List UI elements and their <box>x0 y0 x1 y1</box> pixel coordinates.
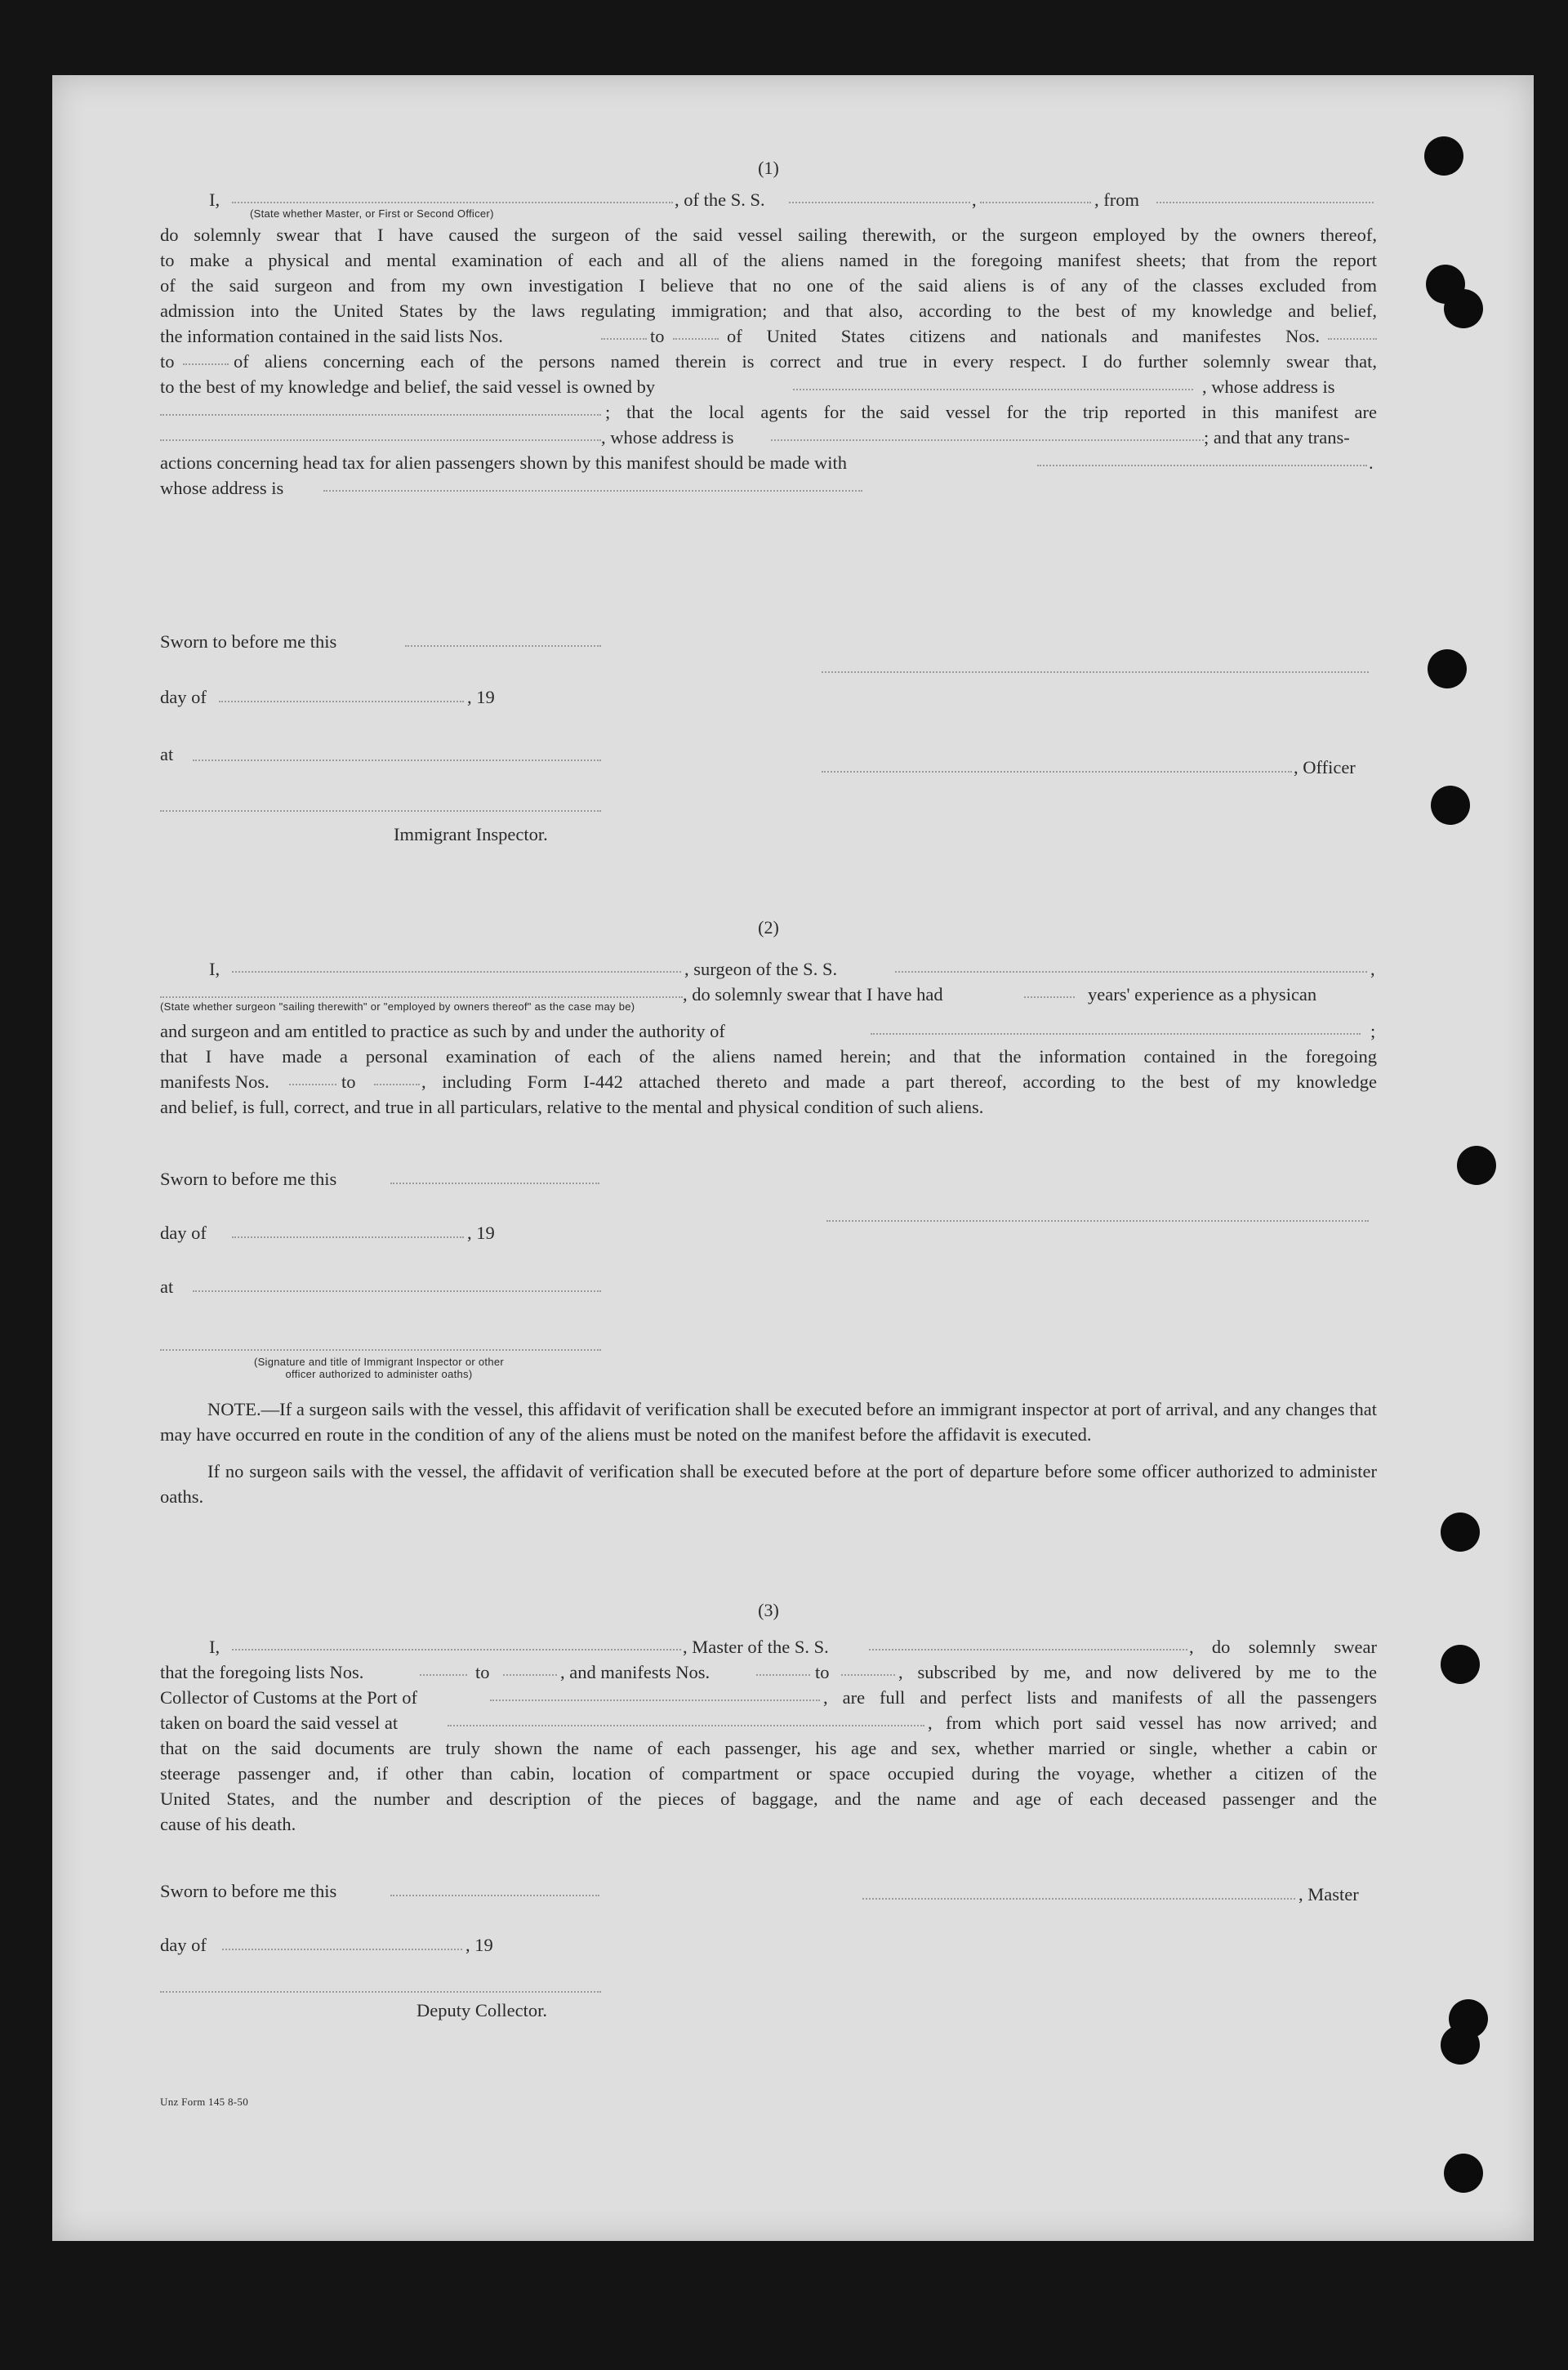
text: ; and that any trans- <box>1204 427 1350 448</box>
text: , do solemnly swear <box>1189 1637 1377 1657</box>
years-field[interactable] <box>1024 982 1075 998</box>
from-label: , from <box>1094 189 1139 210</box>
text: and surgeon and am entitled to practice as such by and under the authority of <box>160 1021 725 1041</box>
authority-line <box>160 1018 1377 1044</box>
month-field[interactable] <box>232 1222 464 1238</box>
of-the-ss-label: , of the S. S. <box>675 189 765 210</box>
text: of aliens concerning each of the persons named therein is correct and true in every respect. I do further solemnly swear that, <box>234 351 1377 372</box>
inspector-label: Immigrant Inspector. <box>394 824 548 844</box>
to-label: to <box>475 1662 490 1682</box>
officer-caption: (State whether Master, or First or Second Officer) <box>250 207 494 220</box>
caption-line: (Signature and title of Immigrant Inspector or other <box>253 1356 505 1368</box>
inspector-signature-line[interactable] <box>160 809 601 812</box>
section-2 <box>160 915 1377 1507</box>
text-line: steerage passenger and, if other than cabin, location of compartment or space occupied during the voyage, whether a citizen of the <box>160 1763 1377 1784</box>
sworn-day-field[interactable] <box>390 1880 599 1896</box>
surgeon-line <box>160 956 1377 982</box>
manifest-from-field[interactable] <box>289 1069 336 1085</box>
punch-hole <box>1441 2025 1480 2065</box>
master-line <box>160 187 1377 212</box>
text: , and manifests Nos. <box>560 1662 710 1682</box>
deputy-label: Deputy Collector. <box>416 2000 547 2020</box>
punch-hole <box>1428 649 1467 688</box>
head-tax-address-field[interactable] <box>323 475 862 492</box>
punch-hole <box>1431 786 1470 825</box>
head-tax-line <box>160 450 1377 475</box>
manifests-from-field[interactable] <box>1328 323 1377 340</box>
punch-hole <box>1424 136 1463 176</box>
note-block <box>160 1397 1377 1509</box>
text: , whose address is <box>601 427 734 448</box>
sworn-label: Sworn to before me this <box>160 1881 337 1901</box>
text: ; <box>1370 1021 1376 1041</box>
signature-caption <box>199 1356 559 1380</box>
surgeon-signature-line[interactable] <box>826 1218 1369 1222</box>
master-name-field[interactable] <box>232 1634 681 1651</box>
year-label: , 19 <box>467 1223 495 1243</box>
month-field[interactable] <box>219 686 464 702</box>
note-paragraph: NOTE.—If a surgeon sails with the vessel, this affidavit of verification shall be executed before an immigrant inspector at port of arrival, and any changes that may have occurred en route in the condition of any of the aliens must be noted on the manifest before the affidavit is executed. <box>160 1399 1377 1445</box>
text-line: of the said surgeon and from my own investigation I believe that no one of the said aliens is of any of the classes excluded from <box>160 275 1377 296</box>
text: . <box>1369 452 1374 473</box>
i-label: I, <box>209 959 220 979</box>
text: , do solemnly swear that I have had <box>683 984 943 1005</box>
officer-name-field[interactable] <box>232 187 673 203</box>
sworn-day-field[interactable] <box>405 630 601 647</box>
punch-hole <box>1444 2154 1483 2193</box>
text: actions concerning head tax for alien passengers shown by this manifest should be made with <box>160 452 848 473</box>
text-line: United States, and the number and description of the pieces of baggage, and the name and age of each deceased passenger and the <box>160 1789 1377 1809</box>
place-field[interactable] <box>193 1276 601 1292</box>
swear-line <box>160 982 1377 1007</box>
master-label: , Master <box>1298 1884 1359 1904</box>
text: ; that the local agents for the said vessel for the trip reported in this manifest are <box>605 402 1377 422</box>
text: , Master of the S. S. <box>683 1637 829 1657</box>
section-number: (1) <box>758 158 779 178</box>
text: to the best of my knowledge and belief, the said vessel is owned by <box>160 376 656 397</box>
lists-line <box>160 1659 1377 1685</box>
punch-hole <box>1444 289 1483 328</box>
text-line: to make a physical and mental examination of each and all of the aliens named in the foregoing manifest sheets; that from the report <box>160 250 1377 270</box>
lists-from-field[interactable] <box>601 323 647 340</box>
port-field[interactable] <box>490 1685 820 1701</box>
text: , surgeon of the S. S. <box>684 959 838 979</box>
owner-field[interactable] <box>793 374 1193 390</box>
caption-line: officer authorized to administer oaths) <box>285 1368 473 1380</box>
lists-to-field[interactable] <box>503 1659 557 1676</box>
note-paragraph: If no surgeon sails with the vessel, the affidavit of verification shall be executed before at the port of departure before some officer authorized to administer oaths. <box>160 1461 1377 1507</box>
surgeon-caption: (State whether surgeon "sailing therewith" or "employed by owners thereof" as the case may be) <box>160 1000 635 1013</box>
agent-address-field[interactable] <box>771 425 1204 441</box>
officer-label: , Officer <box>1294 757 1356 777</box>
manifest-to-field[interactable] <box>374 1069 420 1085</box>
year-label: , 19 <box>466 1935 493 1955</box>
section-number: (3) <box>758 1600 779 1620</box>
owner-address-field[interactable] <box>160 399 601 416</box>
authority-field[interactable] <box>871 1018 1361 1035</box>
punch-hole <box>1441 1645 1480 1684</box>
text-line: cause of his death. <box>160 1814 296 1834</box>
day-of-label: day of <box>160 1223 207 1243</box>
form-number: Unz Form 145 8-50 <box>160 2096 249 2108</box>
section-1 <box>160 155 1377 844</box>
text: , subscribed by me, and now delivered by me to the <box>898 1662 1377 1682</box>
day-of-label: day of <box>160 1935 207 1955</box>
text-line: that I have made a personal examination of each of the aliens named herein; and that the information contained in the foregoing <box>160 1046 1377 1067</box>
text: Collector of Customs at the Port of <box>160 1687 417 1708</box>
surgeon-type-field[interactable] <box>160 982 683 998</box>
sworn-label: Sworn to before me this <box>160 631 337 652</box>
i-label: I, <box>209 1637 220 1657</box>
i-label: I, <box>209 189 220 210</box>
section-3 <box>160 1597 1377 2020</box>
inspector-signature-line[interactable] <box>160 1348 601 1351</box>
to-label: to <box>650 326 665 346</box>
year-label: , 19 <box>467 687 495 707</box>
text-line: admission into the United States by the laws regulating immigration; and that also, according to the best of my knowledge and belief, <box>160 301 1377 321</box>
manifests-to-field[interactable] <box>183 349 229 365</box>
agents-address-line <box>160 425 1377 450</box>
text: taken on board the said vessel at <box>160 1713 399 1733</box>
text: of United States citizens and nationals and manifestes Nos. <box>727 326 1320 346</box>
manifests-to-field[interactable] <box>841 1659 895 1676</box>
section-number: (2) <box>758 917 779 938</box>
surgeon-name-field[interactable] <box>232 956 681 973</box>
day-of-label: day of <box>160 687 207 707</box>
text: the information contained in the said lists Nos. <box>160 326 503 346</box>
comma: , <box>972 189 977 210</box>
lists-to-field[interactable] <box>673 323 719 340</box>
text-line: do solemnly swear that I have caused the surgeon of the said vessel sailing therewith, or the surgeon employed by the owners thereof, <box>160 225 1377 245</box>
to-label: to <box>160 351 175 372</box>
head-tax-agent-field[interactable] <box>1037 450 1367 466</box>
text-line: that on the said documents are truly shown the name of each passenger, his age and sex, whether married or single, whether a cabin or <box>160 1738 1377 1758</box>
comma: , <box>1370 959 1375 979</box>
master-line <box>160 1634 1377 1659</box>
vessel-name-field[interactable] <box>789 187 970 203</box>
manifests-line <box>160 1069 1377 1094</box>
agent-name-field[interactable] <box>160 425 601 441</box>
taken-line <box>160 1710 1377 1735</box>
officer-signature-line[interactable] <box>822 670 1369 673</box>
surgeon-vessel-field[interactable] <box>895 956 1367 973</box>
to-line <box>160 349 1377 374</box>
at-label: at <box>160 1276 174 1297</box>
agents-line <box>160 399 1377 425</box>
text: , whose address is <box>1202 376 1335 397</box>
text: , including Form I-442 attached thereto and made a part thereof, according to the best of my knowledge <box>421 1071 1377 1092</box>
punch-hole <box>1441 1512 1480 1552</box>
officer-title-field[interactable] <box>822 756 1292 773</box>
text: manifests Nos. <box>160 1071 270 1092</box>
from-port-field[interactable] <box>1156 187 1374 203</box>
manifests-from-field[interactable] <box>756 1659 810 1676</box>
text: , from which port said vessel has now arrived; and <box>928 1713 1377 1733</box>
text-line: and belief, is full, correct, and true in all particulars, relative to the mental and physical condition of such aliens. <box>160 1097 984 1117</box>
text: that the foregoing lists Nos. <box>160 1662 364 1682</box>
month-field[interactable] <box>222 1934 462 1950</box>
collector-line <box>160 1685 1377 1710</box>
departure-port-field[interactable] <box>448 1710 924 1726</box>
text: whose address is <box>160 478 284 498</box>
punch-hole <box>1457 1146 1496 1185</box>
to-label: to <box>815 1662 830 1682</box>
text: , are full and perfect lists and manifests of all the passengers <box>823 1687 1377 1708</box>
text: years' experience as a physican <box>1088 984 1317 1005</box>
owned-line <box>160 374 1377 399</box>
at-label: at <box>160 744 174 764</box>
master-signature-field[interactable] <box>862 1883 1295 1900</box>
sworn-label: Sworn to before me this <box>160 1169 337 1189</box>
sworn-day-field[interactable] <box>390 1168 599 1184</box>
collector-signature-line[interactable] <box>160 1989 601 1993</box>
vessel-flag-field[interactable] <box>980 187 1091 203</box>
lists-from-field[interactable] <box>420 1659 467 1676</box>
address-line-3 <box>160 475 1377 501</box>
master-vessel-field[interactable] <box>869 1634 1187 1651</box>
form-sheet <box>52 75 1534 2241</box>
place-field[interactable] <box>193 745 601 761</box>
to-label: to <box>341 1071 356 1092</box>
info-line <box>160 323 1377 349</box>
